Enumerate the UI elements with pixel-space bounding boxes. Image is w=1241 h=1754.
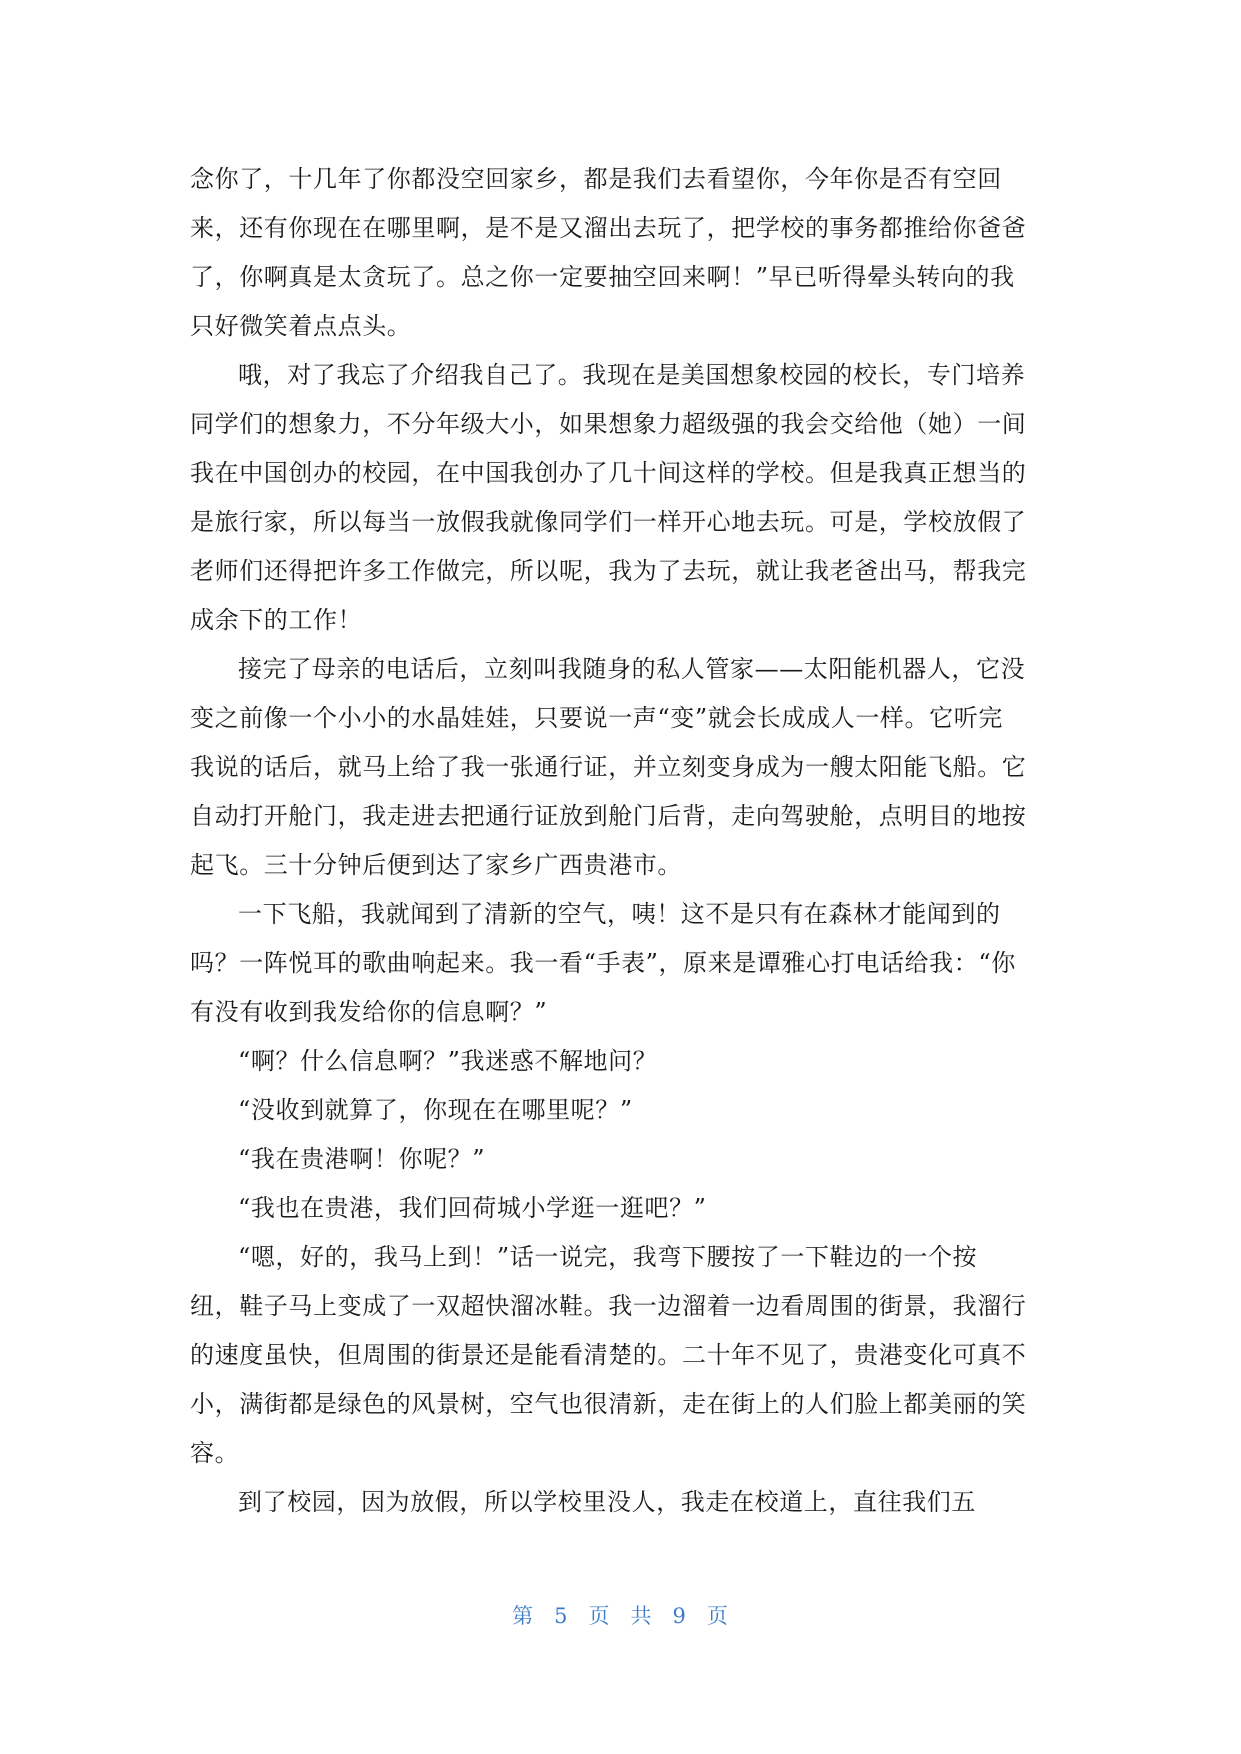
text-line: 我说的话后，就马上给了我一张通行证，并立刻变身成为一艘太阳能飞船。它 [190,753,1027,781]
text-line: “嗯，好的，我马上到！”话一说完，我弯下腰按了一下鞋边的一个按 [238,1243,978,1271]
document-body [190,155,1060,1527]
total-page-count: 9 [672,1604,687,1628]
footer-label-ye-end: 页 [706,1604,729,1628]
text-line: 念你了，十几年了你都没空回家乡，都是我们去看望你，今年你是否有空回 [190,165,1002,193]
text-line: 老师们还得把许多工作做完，所以呢，我为了去玩，就让我老爸出马，帮我完 [190,557,1027,585]
current-page-number: 5 [554,1604,569,1628]
footer-label-ye: 页 [588,1604,611,1628]
text-line: 我在中国创办的校园，在中国我创办了几十间这样的学校。但是我真正想当的 [190,459,1027,487]
text-line: 了，你啊真是太贪玩了。总之你一定要抽空回来啊！”早已听得晕头转向的我 [190,263,1015,291]
text-line: 有没有收到我发给你的信息啊？” [190,998,548,1026]
text-line: 小，满街都是绿色的风景树，空气也很清新，走在街上的人们脸上都美丽的笑 [190,1390,1027,1418]
text-line: “我在贵港啊！你呢？” [238,1145,486,1173]
text-line: 到了校园，因为放假，所以学校里没人，我走在校道上，直往我们五 [238,1488,976,1516]
text-line: “我也在贵港，我们回荷城小学逛一逛吧？” [238,1194,707,1222]
text-line: 纽，鞋子马上变成了一双超快溜冰鞋。我一边溜着一边看周围的街景，我溜行 [190,1292,1027,1320]
text-line: 容。 [190,1439,240,1467]
text-line: 哦，对了我忘了介绍我自己了。我现在是美国想象校园的校长，专门培养 [238,361,1026,389]
page-footer [0,1600,1241,1630]
text-line: 变之前像一个小小的水晶娃娃，只要说一声“变”就会长成成人一样。它听完 [190,704,1003,732]
text-line: 自动打开舱门，我走进去把通行证放到舱门后背，走向驾驶舱，点明目的地按 [190,802,1027,830]
text-line: 是旅行家，所以每当一放假我就像同学们一样开心地去玩。可是，学校放假了 [190,508,1027,536]
text-line: 成余下的工作！ [190,606,363,634]
footer-label-di: 第 [512,1604,535,1628]
text-line: 同学们的想象力，不分年级大小，如果想象力超级强的我会交给他（她）一间 [190,410,1027,438]
text-line: 一下飞船，我就闻到了清新的空气，咦！这不是只有在森林才能闻到的 [238,900,1001,928]
footer-label-gong: 共 [630,1604,653,1628]
text-line: “啊？什么信息啊？”我迷惑不解地问？ [238,1047,658,1075]
text-line: 的速度虽快，但周围的街景还是能看清楚的。二十年不见了，贵港变化可真不 [190,1341,1027,1369]
text-line: 接完了母亲的电话后，立刻叫我随身的私人管家——太阳能机器人，它没 [238,655,1026,683]
text-line: 只好微笑着点点头。 [190,312,412,340]
text-line: 起飞。三十分钟后便到达了家乡广西贵港市。 [190,851,682,879]
text-line: 来，还有你现在在哪里啊，是不是又溜出去玩了，把学校的事务都推给你爸爸 [190,214,1027,242]
text-line: “没收到就算了，你现在在哪里呢？” [238,1096,633,1124]
text-line: 吗？一阵悦耳的歌曲响起来。我一看“手表”，原来是谭雅心打电话给我：“你 [190,949,1016,977]
